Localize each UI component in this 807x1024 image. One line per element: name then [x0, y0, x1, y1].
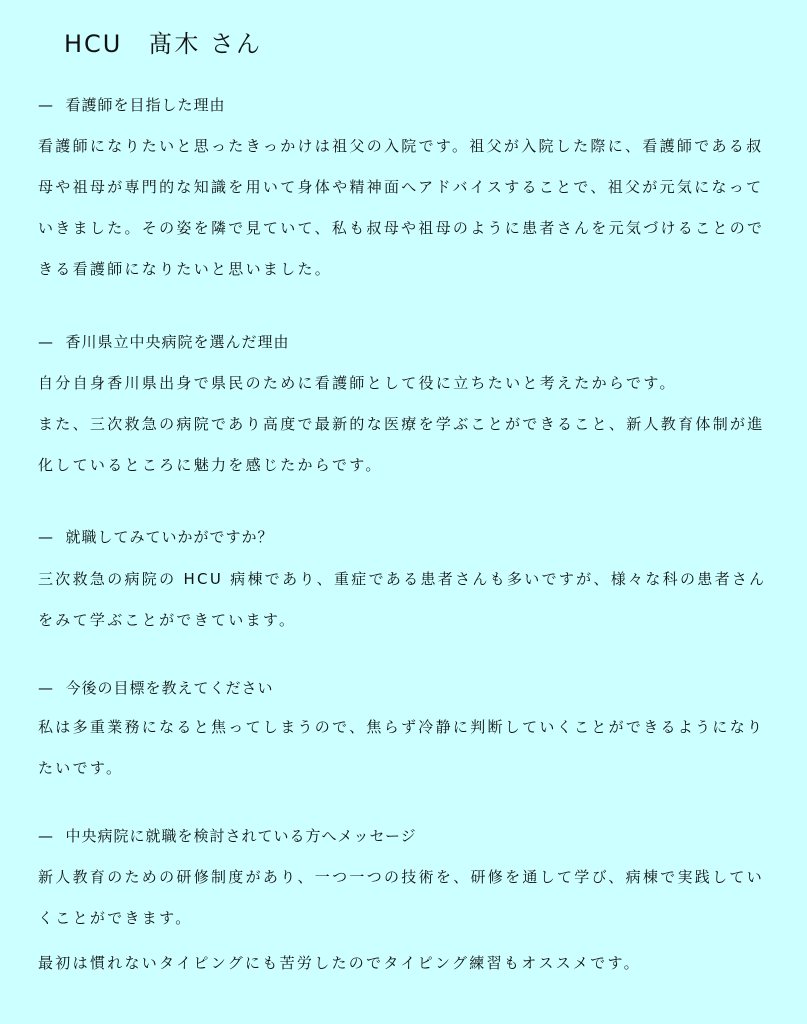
section-heading-goals: — 今後の目標を教えてください: [38, 679, 274, 697]
section-heading-reason-hospital: — 香川県立中央病院を選んだ理由: [38, 333, 290, 351]
section-paragraph: また、三次救急の病院であり高度で最新的な医療を学ぶことができること、新人教育体制が進化しているところに魅力を感じたからです。: [38, 415, 765, 474]
section-paragraph: 三次救急の病院の HCU 病棟であり、重症である患者さんも多いですが、様々な科の患者さんをみて学ぶことができています。: [38, 570, 767, 629]
section-heading-impressions: — 就職してみていかがですか？: [38, 528, 274, 546]
section-paragraph: 新人教育のための研修制度があり、一つ一つの技術を、研修を通して学び、病棟で実践していくことができます。: [38, 868, 765, 927]
section-paragraph: 私は多重業務になると焦ってしまうので、焦らず冷静に判断していくことができるようになりたいです。: [38, 718, 765, 777]
section-paragraph: 看護師になりたいと思ったきっかけは祖父の入院です。祖父が入院した際に、看護師である叔母や祖母が専門的な知識を用いて身体や精神面へアドバイスすることで、祖父が元気になっていきました。その姿を隣で見ていて、私も叔母や祖母のように患者さんを元気づけることのできる看護師になりたいと思いました。: [38, 137, 765, 278]
section-heading-message: — 中央病院に就職を検討されている方へメッセージ: [38, 827, 417, 845]
section-paragraph: 最初は慣れないタイピングにも苦労したのでタイピング練習もオススメです。: [38, 954, 641, 972]
section-heading-reason-nurse: — 看護師を目指した理由: [38, 96, 226, 114]
page-title: HCU 髙木 さん: [64, 30, 262, 58]
section-paragraph: 自分自身香川県出身で県民のために看護師として役に立ちたいと考えたからです。: [38, 374, 677, 392]
